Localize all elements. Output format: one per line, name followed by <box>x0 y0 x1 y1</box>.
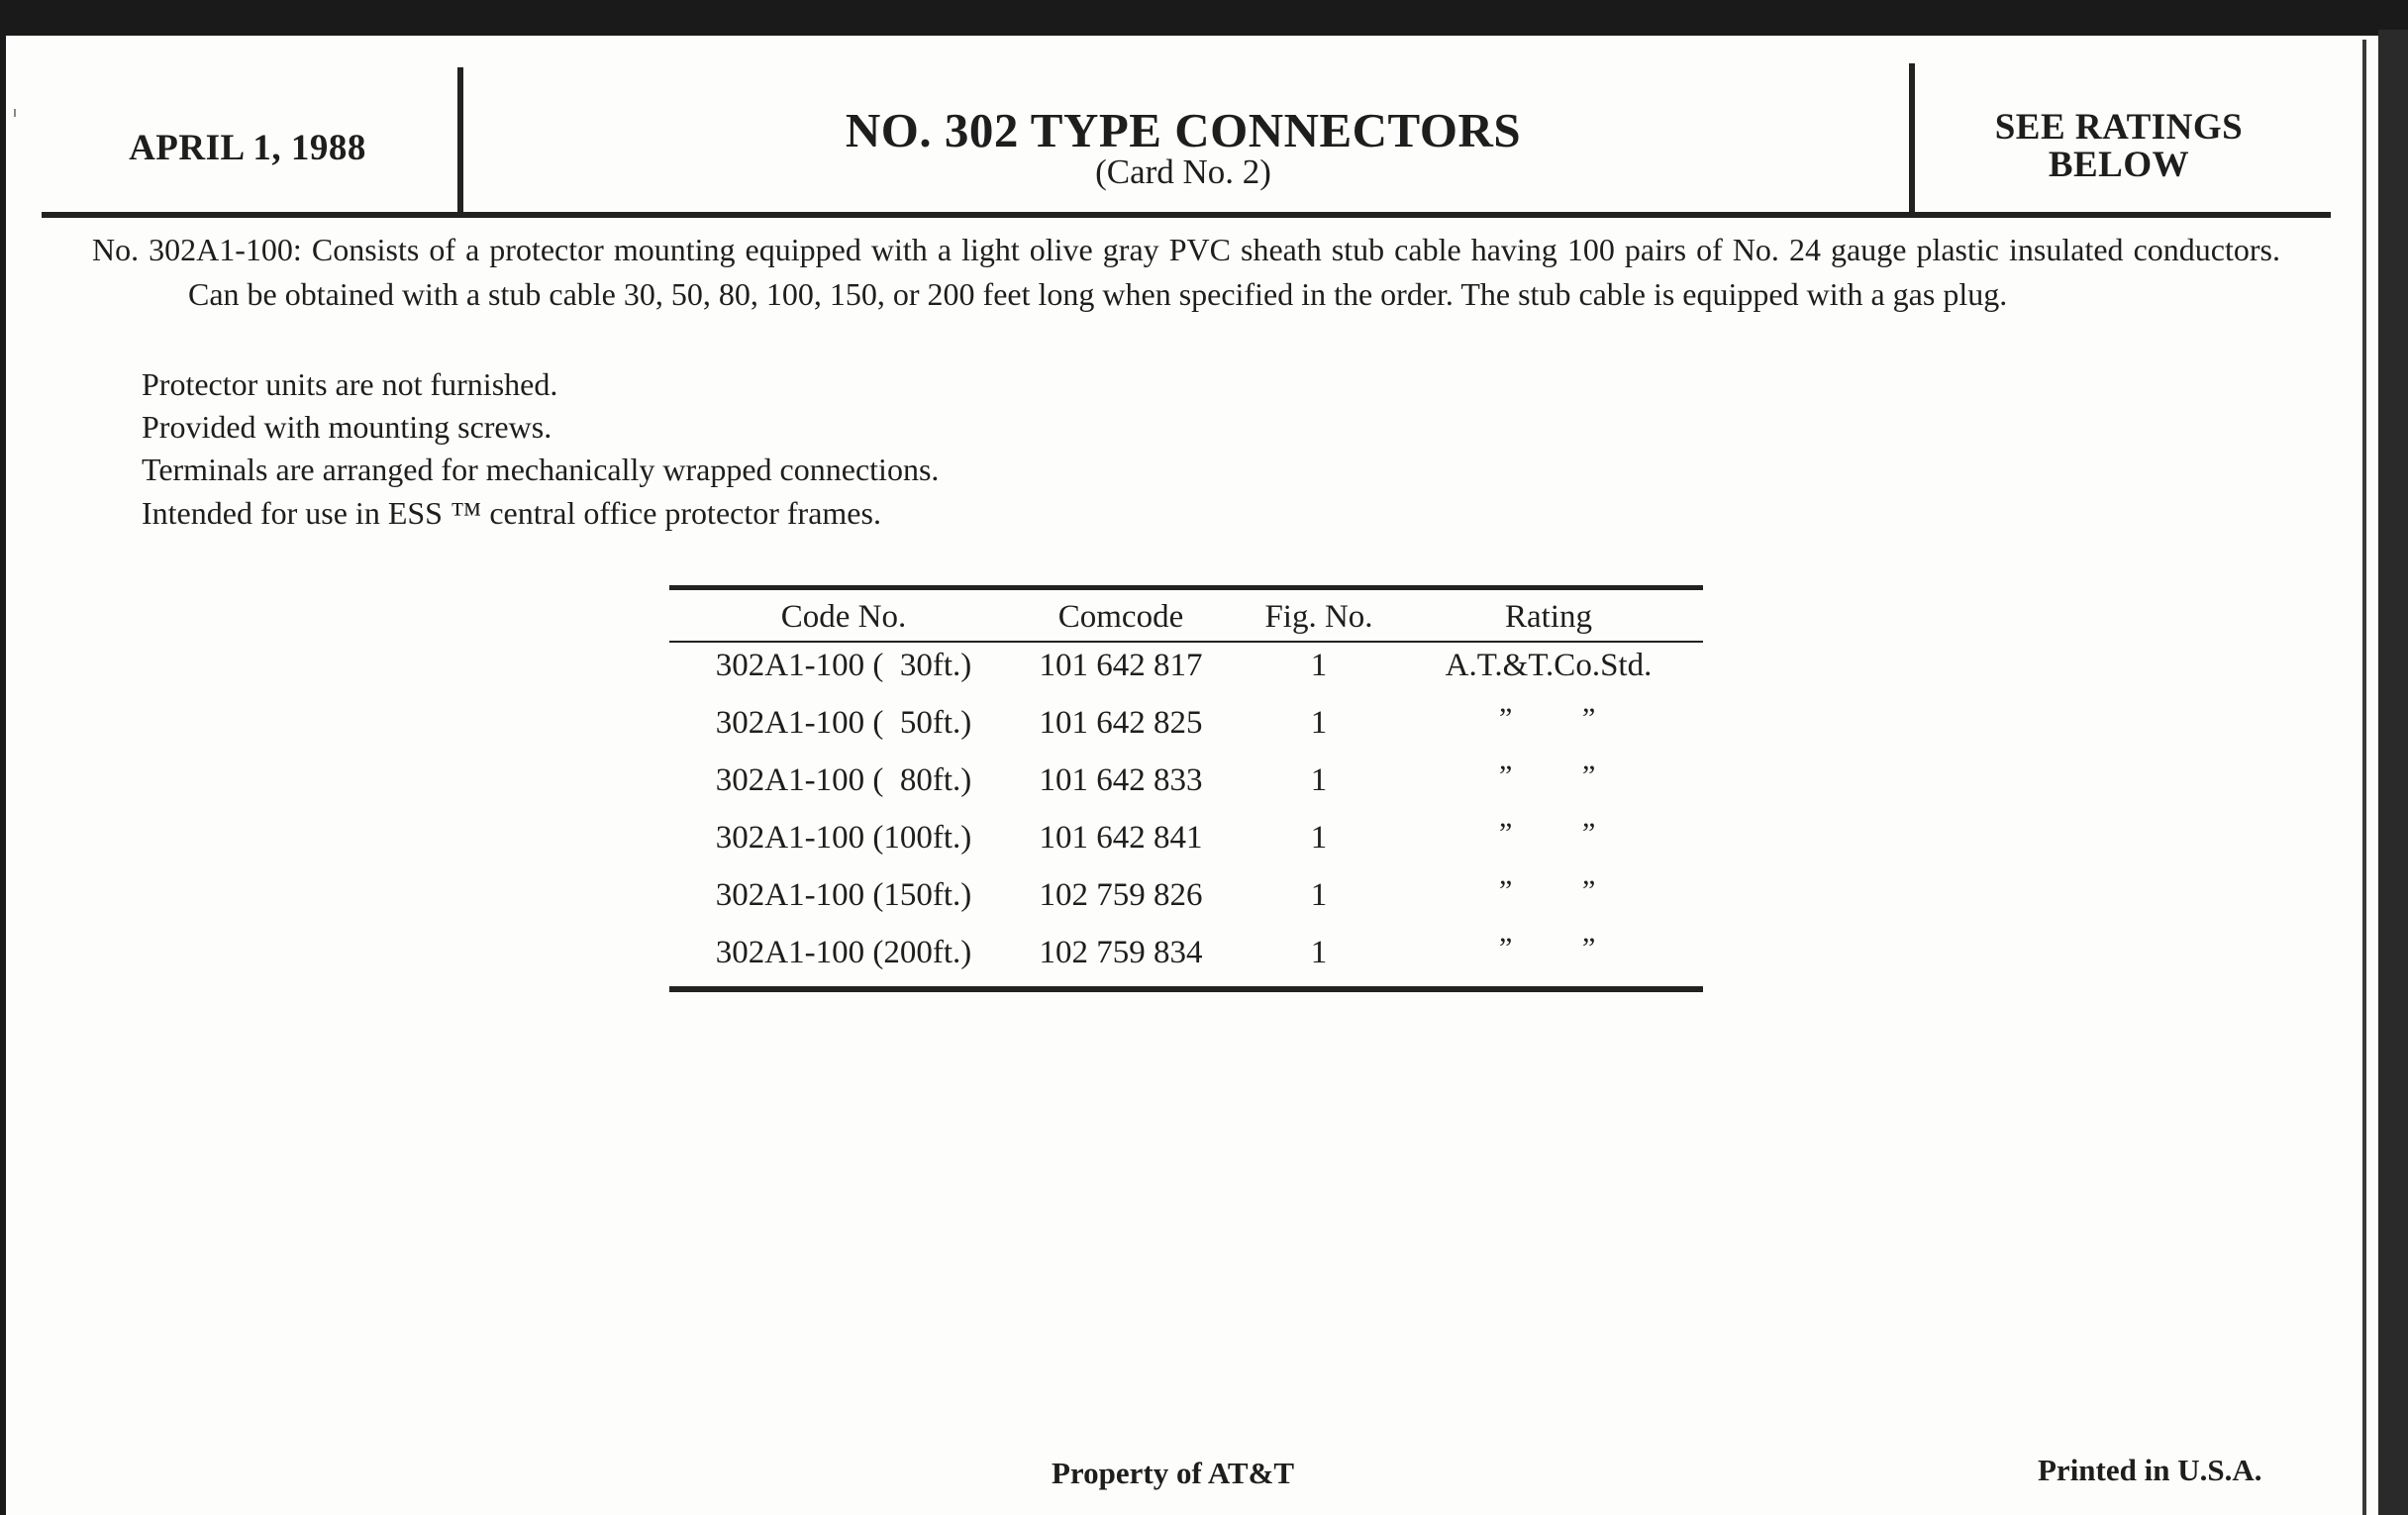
ditto-mark: ” <box>1499 759 1513 792</box>
ditto-mark: ” <box>1582 932 1596 964</box>
table-cell-comcode: 101 642 841 <box>1039 820 1203 856</box>
column-header-fig: Fig. No. <box>1264 599 1373 635</box>
ditto-mark: ” <box>1582 874 1596 907</box>
card-subtitle: (Card No. 2) <box>1095 152 1271 191</box>
column-header-comcode: Comcode <box>1057 599 1184 635</box>
header-divider-right <box>1909 63 1915 214</box>
table-cell-code: 302A1-100 ( 80ft.) <box>715 762 972 798</box>
scan-edge <box>2378 30 2408 1515</box>
note-line: Intended for use in ESS ™ central office protector frames. <box>142 495 881 531</box>
table-cell-code: 302A1-100 (100ft.) <box>715 820 972 856</box>
card-date: APRIL 1, 1988 <box>129 128 366 168</box>
note-line: Terminals are arranged for mechanically wrapped connections. <box>142 452 940 487</box>
scan-mark <box>14 109 16 117</box>
table-header-rule <box>669 641 1703 643</box>
ditto-mark: ” <box>1499 874 1513 907</box>
table-cell-comcode: 102 759 826 <box>1039 877 1203 913</box>
table-cell-comcode: 101 642 833 <box>1039 762 1203 798</box>
ratings-note <box>1921 109 2317 184</box>
table-bottom-rule <box>669 986 1703 992</box>
table-cell-comcode: 101 642 817 <box>1039 648 1203 683</box>
table-cell-code: 302A1-100 (200ft.) <box>715 935 972 970</box>
footer-printed: Printed in U.S.A. <box>2038 1453 2262 1487</box>
table-cell-fig: 1 <box>1310 820 1328 856</box>
ratings-note-line1: SEE RATINGS <box>1994 107 2244 148</box>
ditto-mark: ” <box>1582 702 1596 735</box>
header-divider-left <box>457 67 463 216</box>
column-header-code: Code No. <box>780 599 907 635</box>
note-line: Provided with mounting screws. <box>142 409 552 445</box>
ditto-mark: ” <box>1582 817 1596 850</box>
table-cell-comcode: 101 642 825 <box>1039 705 1203 741</box>
table-cell-fig: 1 <box>1310 762 1328 798</box>
ditto-mark: ” <box>1499 817 1513 850</box>
table-top-rule <box>669 585 1703 590</box>
ditto-mark: ” <box>1582 759 1596 792</box>
ditto-mark: ” <box>1499 932 1513 964</box>
table-cell-comcode: 102 759 834 <box>1039 935 1203 970</box>
ditto-mark: ” <box>1499 702 1513 735</box>
table-cell-rating: A.T.&T.Co.Std. <box>1445 648 1653 683</box>
table-cell-fig: 1 <box>1310 705 1328 741</box>
ratings-note-line2: BELOW <box>2048 145 2190 185</box>
table-cell-fig: 1 <box>1310 648 1328 683</box>
column-header-rating: Rating <box>1505 599 1592 635</box>
note-line: Protector units are not furnished. <box>142 366 558 402</box>
card-title: NO. 302 TYPE CONNECTORS <box>845 103 1522 157</box>
description-paragraph: No. 302A1-100: Consists of a protector mounting equipped with a light olive gray PVC sheath stub cable having 100 pairs of No. 24 gauge plastic insulated conductors. Can be obtained with a stub cable 30, 50, 80, 100, 150, or 200 feet long when specified in the order. The stub cable is equipped with a gas plug. <box>92 232 2280 312</box>
table-cell-code: 302A1-100 (150ft.) <box>715 877 972 913</box>
footer-property: Property of AT&T <box>1052 1456 1295 1490</box>
table-cell-code: 302A1-100 ( 50ft.) <box>715 705 972 741</box>
table-cell-fig: 1 <box>1310 877 1328 913</box>
table-cell-fig: 1 <box>1310 935 1328 970</box>
table-cell-code: 302A1-100 ( 30ft.) <box>715 648 972 683</box>
scan-edge-line <box>2362 40 2366 1515</box>
header-bottom-rule <box>42 212 2331 218</box>
